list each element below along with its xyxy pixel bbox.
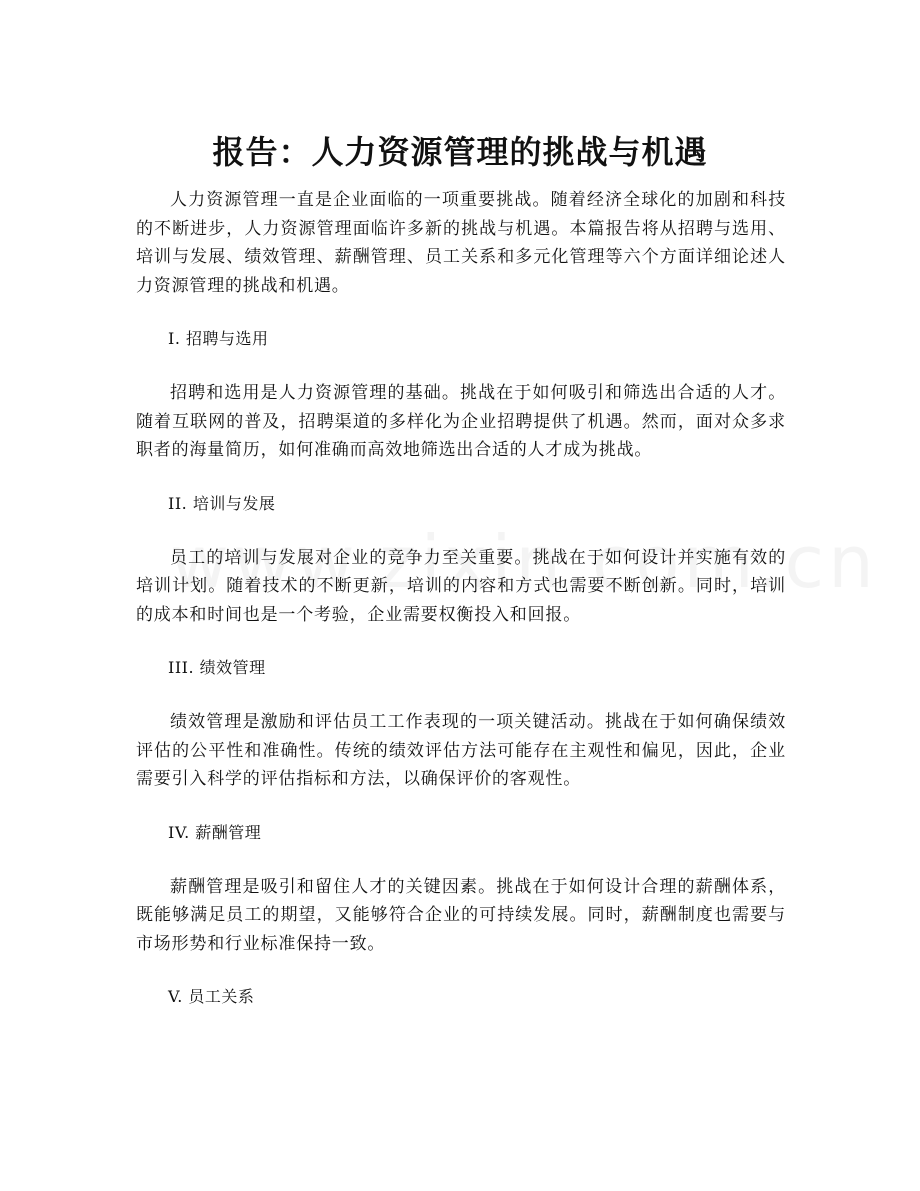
section-heading-performance: III. 绩效管理: [168, 658, 266, 677]
intro-paragraph: 人力资源管理一直是企业面临的一项重要挑战。随着经济全球化的加剧和科技的不断进步，人力资源管理面临许多新的挑战与机遇。本篇报告将从招聘与选用、培训与发展、绩效管理、薪酬管理、员工关系和多元化管理等六个方面详细论述人力资源管理的挑战和机遇。: [136, 190, 786, 296]
section-heading-compensation: IV. 薪酬管理: [168, 822, 262, 842]
section-body-training: 员工的培训与发展对企业的竞争力至关重要。挑战在于如何设计并实施有效的培训计划。随着技术的不断更新，培训的内容和方式也需要不断创新。同时，培训的成本和时间也是一个考验，企业需要权衡投入和回报。: [136, 547, 786, 625]
section-heading-recruitment: I. 招聘与选用: [168, 329, 269, 348]
section-heading-employee-relations: V. 员工关系: [168, 987, 255, 1006]
section-body-recruitment: 招聘和选用是人力资源管理的基础。挑战在于如何吸引和筛选出合适的人才。随着互联网的普及，招聘渠道的多样化为企业招聘提供了机遇。然而，面对众多求职者的海量简历，如何准确而高效地筛选出合适的人才成为挑战。: [136, 383, 786, 460]
section-body-performance: 绩效管理是激励和评估员工工作表现的一项关键活动。挑战在于如何确保绩效评估的公平性和准确性。传统的绩效评估方法可能存在主观性和偏见，因此，企业需要引入科学的评估指标和方法，以确保评价的客观性。: [136, 712, 786, 789]
document-body: [136, 186, 786, 1037]
section-heading-training: II. 培训与发展: [168, 493, 276, 513]
section-body-compensation: 薪酬管理是吸引和留住人才的关键因素。挑战在于如何设计合理的薪酬体系，既能够满足员工的期望，又能够符合企业的可持续发展。同时，薪酬制度也需要与市场形势和行业标准保持一致。: [136, 876, 786, 954]
page-title: 报告：人力资源管理的挑战与机遇: [212, 133, 708, 172]
